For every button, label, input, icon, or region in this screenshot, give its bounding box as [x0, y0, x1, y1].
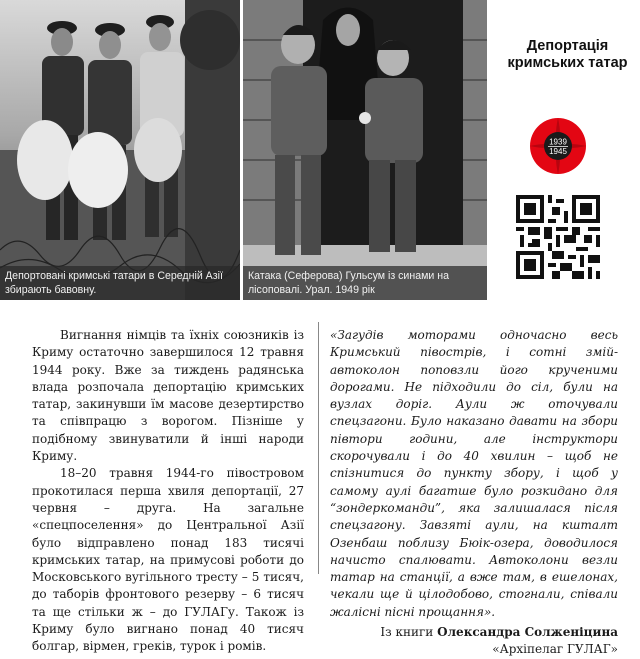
quote-book-title: «Архіпелаг ГУЛАГ» [492, 642, 618, 657]
photo-cotton-pickers [0, 0, 240, 300]
column-divider [318, 322, 319, 574]
quote-text: «Загудів моторами одночасно весь Кримський півострів, і сотні змій-автоколон поповзли його крученими дорогами. Не підходили до сіл, були на вузлах доріг. Аули ж оточували спецзагони. Було наказано давати на збори півтори години, але інструктори скорочували і до 40 хвилин – щоб не спізнитися до пункту збору, і щоб у самому аулі багатше було розкидано для “зондеркоманди”, яка залишалася після спецзагону. Завзяті аули, на кшталт Озенбаш поблизу Бюік-озера, доводилося начисто спалювати. Автоколони везли татар на станції, а вже там, в ешелонах, чекали ще й цілодобово, стогнали, співали жалісні пісні прощання». [330, 328, 618, 619]
quote-author: Олександра Солженіцина [437, 625, 618, 640]
article-body [32, 327, 304, 656]
article-paragraph-2: 18–20 травня 1944-го півостровом прокотилася перша хвиля депортації, 27 червня – друга. На загальне «спецпоселення» до Центральної Азії було відправлено понад 183 тисячі кримських татар, на примусові роботи до Московського вугільного тресту – 5 тисяч, до таборів фронтового резерву – 6 тисяч та ще стільки ж – до ГУЛАГу. Також із Криму було вигнано понад 40 тисяч болгар, вірмен, греків, турок і ромів. [32, 466, 304, 654]
badge-year-start: 1939 [549, 137, 567, 147]
mother-sons-image [243, 0, 487, 300]
article-paragraph-1: Вигнання німців та їхніх союзників із Криму остаточно завершилося 12 травня 1944 року. Вже за тиждень радянська влада розпочала депортацію кримських татар, закинувши їм масове дезертирство та співпрацю з ворогом. Пізніше у подібному звинуватили й інші народи Криму. [32, 328, 304, 464]
quote-source [330, 624, 618, 659]
sidebar-title: Депортація кримських татар [507, 38, 628, 71]
cotton-pickers-image [0, 0, 240, 300]
quote-source-prefix: Із книги [380, 625, 434, 640]
badge-year-end: 1945 [549, 147, 567, 156]
right-photo-caption: Катака (Сеферова) Гульсум із синами на лісоповалі. Урал. 1949 рік [243, 266, 487, 300]
qr-code-icon[interactable] [516, 195, 600, 279]
left-photo-caption: Депортовані кримські татари в Середній Азії збирають бавовну. [0, 266, 240, 300]
poppy-icon [528, 116, 588, 176]
photo-mother-sons [243, 0, 487, 300]
quote-block [330, 327, 618, 659]
